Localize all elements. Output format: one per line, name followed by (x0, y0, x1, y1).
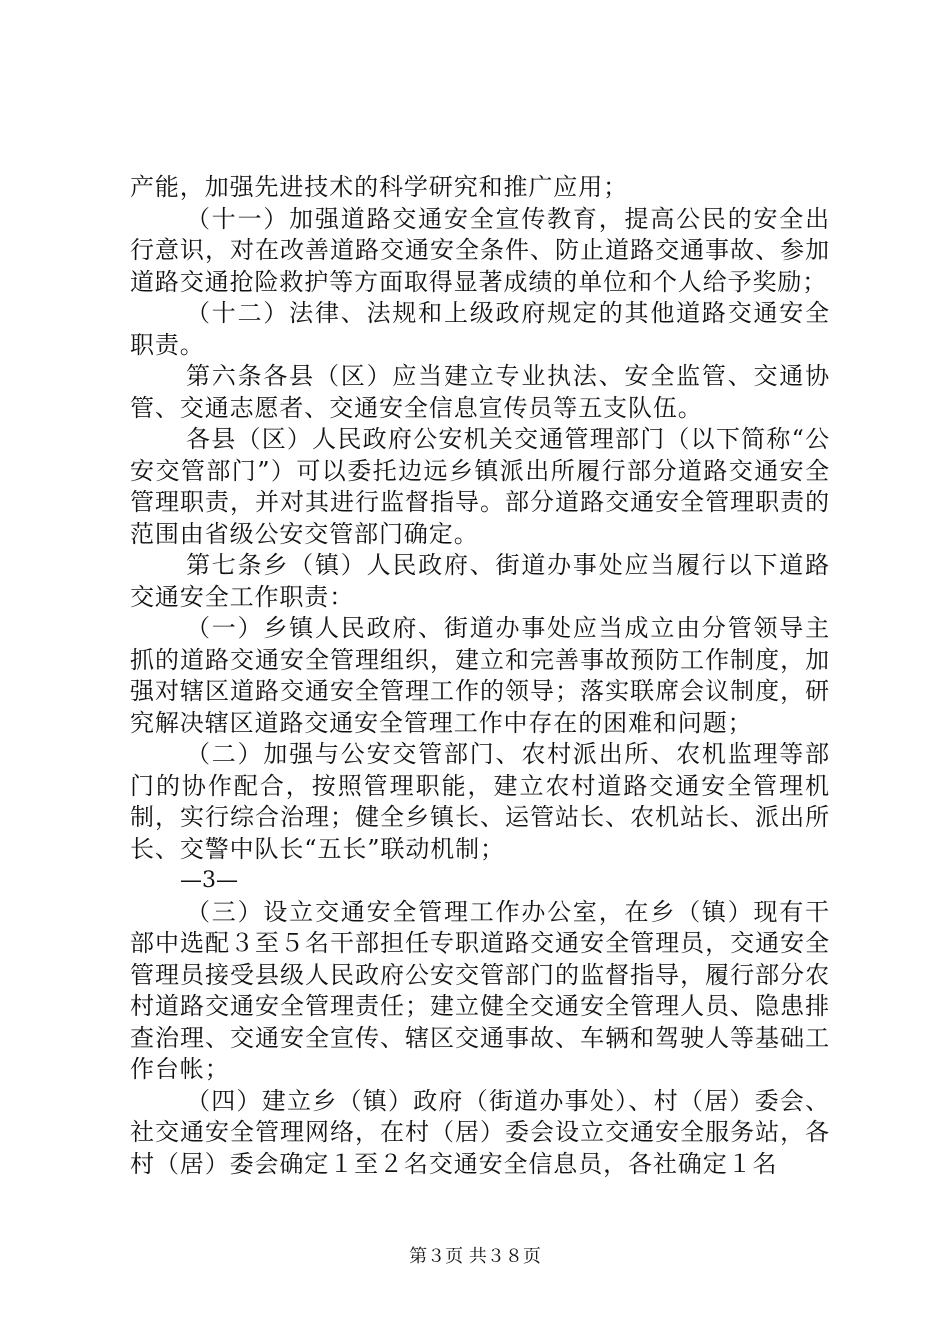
paragraph-item-4: （四）建立乡（镇）政府（街道办事处）、村（居）委会、社交通安全管理网络，在村（居）委会设立交通安全服务站，各村（居）委会确定１至２名交通安全信息员，各社确定１名 (130, 1086, 830, 1178)
paragraph-item-3: （三）设立交通安全管理工作办公室，在乡（镇）现有干部中选配３至５名干部担任专职道路交通安全管理员，交通安全管理员接受县级人民政府公安交管部门的监督指导，履行部分农村道路交通安全管理责任；建立健全交通安全管理人员、隐患排查治理、交通安全宣传、辖区交通事故、车辆和驾驶人等基础工作台帐； (130, 897, 830, 1083)
paragraph-item-12: （十二）法律、法规和上级政府规定的其他道路交通安全职责。 (130, 299, 830, 359)
paragraph-article-6: 第六条各县（区）应当建立专业执法、安全监管、交通协管、交通志愿者、交通安全信息宣传员等五支队伍。 (130, 362, 830, 422)
page-footer: 第３页 共３８页 (409, 1246, 541, 1267)
paragraph-item-2: （二）加强与公安交管部门、农村派出所、农机监理等部门的协作配合，按照管理职能，建立农村道路交通安全管理机制，实行综合治理；健全乡镇长、运管站长、农机站长、派出所长、交警中队长“五长”联动机制； (130, 740, 830, 863)
paragraph-article-6-detail: 各县（区）人民政府公安机关交通管理部门（以下简称“公安交管部门”）可以委托边远乡镇派出所履行部分道路交通安全管理职责，并对其进行监督指导。部分道路交通安全管理职责的范围由省级公安交管部门确定。 (130, 425, 830, 548)
paragraph-item-1: （一）乡镇人民政府、街道办事处应当成立由分管领导主抓的道路交通安全管理组织，建立和完善事故预防工作制度，加强对辖区道路交通安全管理工作的领导；落实联席会议制度，研究解决辖区道路交通安全管理工作中存在的困难和问题； (130, 614, 830, 737)
paragraph-continuation: 产能，加强先进技术的科学研究和推广应用； (130, 173, 628, 201)
paragraph-item-11: （十一）加强道路交通安全宣传教育，提高公民的安全出行意识，对在改善道路交通安全条件、防止道路交通事故、参加道路交通抢险救护等方面取得显著成绩的单位和个人给予奖励； (130, 204, 830, 296)
inline-page-marker: —3— (180, 868, 238, 893)
document-body (130, 172, 830, 1180)
paragraph-article-7: 第七条乡（镇）人民政府、街道办事处应当履行以下道路交通安全工作职责： (130, 551, 830, 611)
